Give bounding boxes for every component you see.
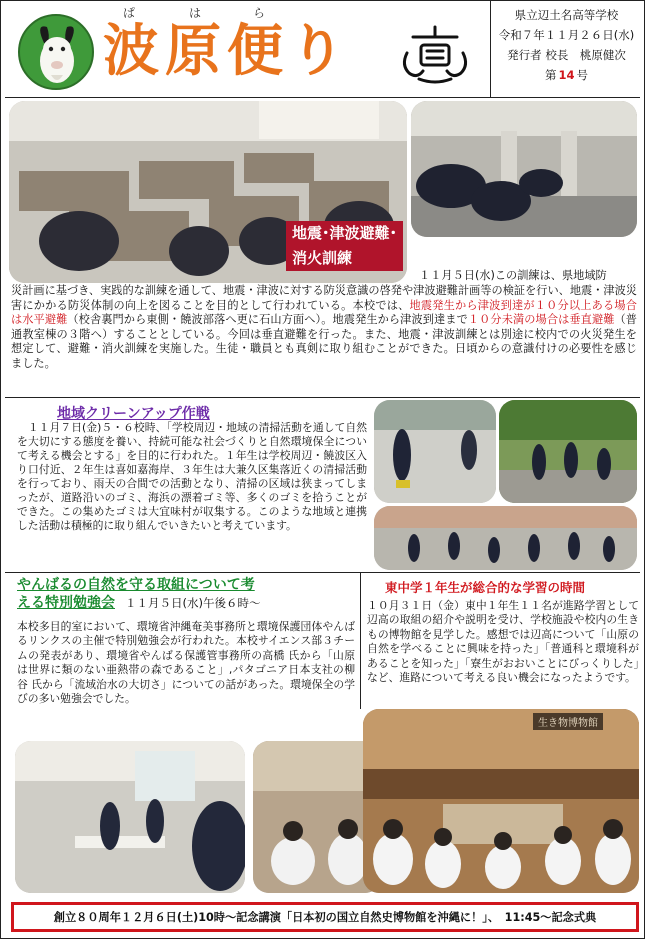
horizontal-evacuation-note: 地震発生から津波到達が１０分以上ある場合は水平避難 bbox=[11, 298, 637, 327]
issue-number-value: 14 bbox=[558, 68, 575, 82]
header bbox=[1, 1, 645, 97]
vertical-divider bbox=[360, 573, 361, 709]
title-ruby-1: ぱ bbox=[123, 6, 136, 20]
divider bbox=[5, 97, 640, 98]
issue-info-box bbox=[490, 1, 642, 97]
section3-date: １１月５日(水)午後６時～ bbox=[125, 596, 261, 610]
footer-text: 創立８０周年１２月６日(土)10時～記念講演「日本初の国立自然史博物館を沖縄に！」、 11:45～記念式典 bbox=[53, 911, 597, 924]
section1-body: 災計画に基づき、実践的な訓練を通して、地震・津波に対する防災意識の啓発や津波避難計画等の検証を行い、地震・津波災害にかかる防災体制の向上を図ることを目的として行われている。本校では、地震発生から津波到達が１０分以上ある場合は水平避難（校舎裏門から東側・饒波部落へ更に石山方面へ）。地震発生から津波到達まで１０分未満の場合は垂直避難（普通教室棟の３階へ）することとしている。今回は垂直避難を行った。また、地震・津波訓練とは別途に校内での火災発生を想定して、避難・消火訓練を実施した。生徒・職員とも真剣に取り組むことができた。日頃からの意識付けの必要性を感じました。 bbox=[11, 284, 637, 370]
issue-number: 第 14 号 bbox=[544, 68, 588, 82]
photo-living-things-museum bbox=[363, 709, 639, 893]
school-name: 県立辺土名高等学校 bbox=[514, 8, 619, 22]
issue-date: 令和７年１１月２６日(水) bbox=[498, 28, 635, 42]
photo-beach-cleanup bbox=[374, 400, 496, 503]
title-ruby-3: ら bbox=[253, 6, 266, 20]
section1-lead: １１月５日(水)この訓練は、県地域防 bbox=[419, 269, 607, 282]
section3-body: 本校多目的室において、環境省沖縄奄美事務所と環境保護団体やんばるリンクスの主催で特別勉強会が行われた。本校サイエンス部３チームの発表があり、環境省やんばる保護管事務所の高橋 氏から「山原は世界に類のない亜熱帯の森であること」,パタゴニア日本支社の柳谷 氏から「流域治水の大切さ」についての話があった。環境保全の学びの多い勉強会でした。 bbox=[17, 620, 355, 706]
goat-mascot-icon bbox=[17, 13, 95, 91]
publisher: 発行者 校長 桃原健次 bbox=[507, 48, 626, 62]
footer-banner bbox=[11, 902, 639, 932]
photo-road-cleanup bbox=[499, 400, 637, 503]
photo-evacuation-assembly bbox=[411, 101, 637, 237]
photo-group-cleanup bbox=[374, 506, 637, 570]
divider bbox=[5, 572, 640, 573]
section4-body: １０月３１日（金）東中１年生１１名が進路学習として辺高の取組の紹介や説明を受け、学校施設や校内の生きもの博物館を見学した。感想では辺高について「山原の自然を学べることに興味を持った」「普通科と環境科があることを知った」「寮生がおおいことにびっくりした」など、進路について考える良い機会になったようです。 bbox=[367, 599, 639, 685]
section2-body: １１月７日(金)５・６校時、「学校周辺・地域の清掃活動を通して自然を大切にする態度を養い、持続可能な社会づくりと自然環境保全について考える機会とする」を目的に行われた。１年生は学校周辺・饒波区入り口付近、２年生は喜如嘉海岸、３年生は大兼久区集落近くの清掃活動を行っており、雨天の合間での活動となり、清掃の区域は狭まってしまったが、道路沿いのゴミ、海浜の漂着ゴミ等、多くのゴミを拾うことができた。この集めたゴミは大宜味村が収集する。このような地域と連携した活動は積極的に取り組んでいきたいと考えています。 bbox=[17, 421, 367, 532]
section4-title: 東中学１年生が総合的な学習の時間 bbox=[385, 580, 586, 595]
vertical-evacuation-note: １０分未満の場合は垂直避難 bbox=[467, 313, 615, 327]
photo-study-session-presentation bbox=[15, 741, 245, 893]
school-emblem-icon bbox=[399, 23, 471, 85]
newsletter-title: 波原便り bbox=[103, 18, 351, 84]
section1-caption: 地震･津波避難･ 消火訓練 bbox=[286, 221, 403, 271]
museum-sign: 生き物博物館 bbox=[533, 713, 603, 730]
divider bbox=[5, 397, 640, 398]
photo-museum-visit bbox=[253, 741, 381, 893]
title-ruby-2: は bbox=[189, 6, 202, 20]
section3-title: やんばるの自然を守る取組について考 える特別勉強会 １１月５日(水)午後６時～ bbox=[17, 577, 261, 611]
section2-title: 地域クリーンアップ作戦 bbox=[57, 406, 210, 422]
